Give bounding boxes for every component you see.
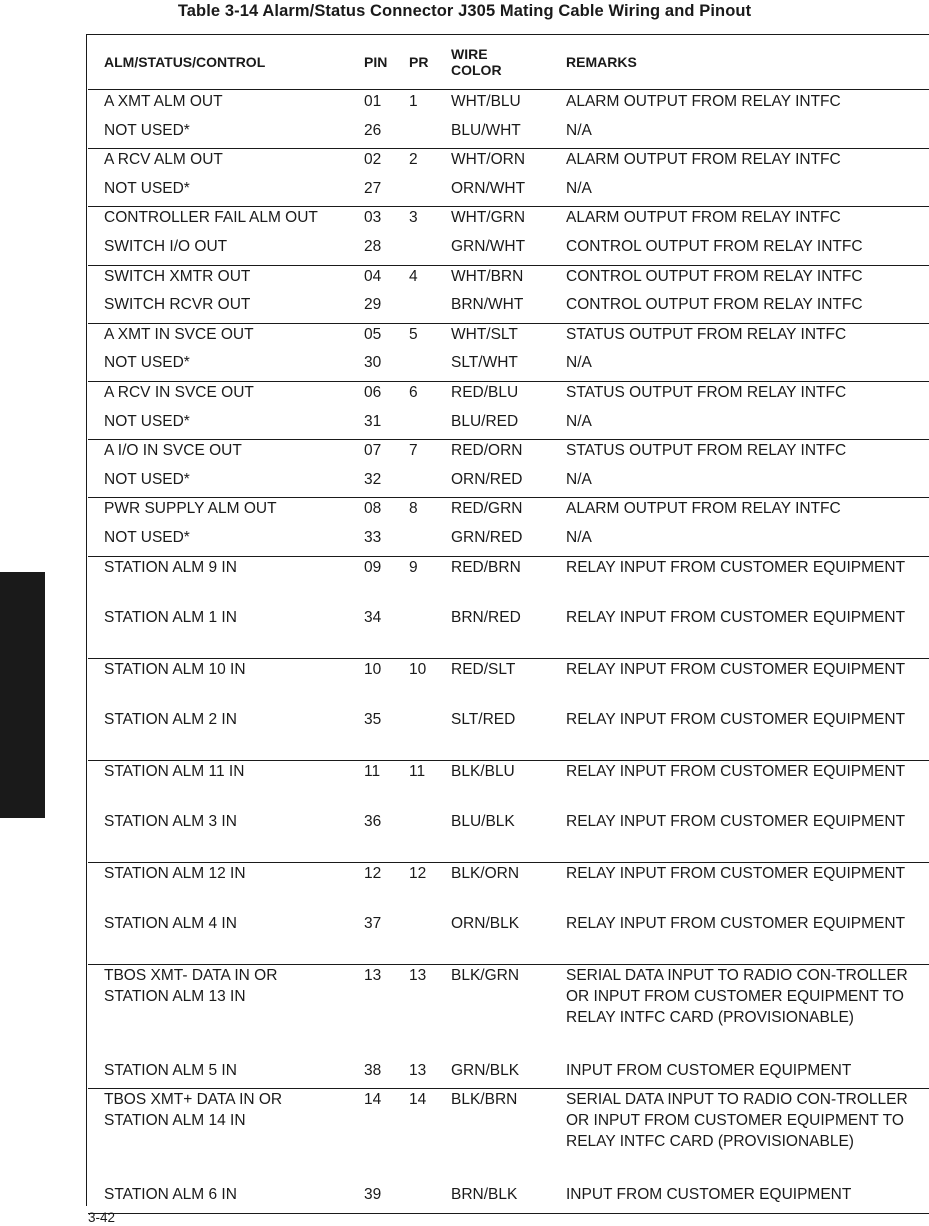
table-title: Table 3-14 Alarm/Status Connector J305 Mating Cable Wiring and Pinout (177, 2, 752, 20)
table-row (88, 469, 929, 498)
cell-remarks: RELAY INPUT FROM CUSTOMER EQUIPMENT (555, 913, 929, 964)
header-alarm: ALM/STATUS/CONTROL (88, 34, 348, 90)
cell-remarks: N/A (555, 120, 929, 149)
cell-wire-color: ORN/WHT (435, 178, 555, 207)
cell-remarks: CONTROL OUTPUT FROM RELAY INTFC (566, 267, 863, 285)
cell-wire-color: RED/BLU (451, 383, 519, 401)
cell-pin: 35 (348, 709, 393, 760)
table-row (88, 1089, 929, 1185)
table-row (88, 1060, 929, 1089)
cell-remarks: RELAY INPUT FROM CUSTOMER EQUIPMENT (566, 762, 906, 780)
cell-pr (393, 411, 435, 440)
cell-pin: 07 (364, 442, 382, 460)
cell-pr (393, 811, 435, 862)
cell-pin: 04 (364, 267, 382, 285)
cell-pr (393, 709, 435, 760)
cell-alarm: NOT USED* (88, 178, 348, 207)
section-tab-marker (0, 572, 45, 818)
cell-remarks: N/A (555, 469, 929, 498)
cell-pr (393, 120, 435, 149)
cell-alarm: CONTROLLER FAIL ALM OUT (104, 209, 318, 227)
cell-pin: 09 (364, 558, 382, 576)
cell-pin: 03 (364, 209, 382, 227)
cell-wire-color: BLU/WHT (435, 120, 555, 149)
table-row (88, 1184, 929, 1213)
cell-pr: 13 (409, 966, 427, 984)
cell-alarm: STATION ALM 3 IN (88, 811, 348, 862)
cell-pin: 29 (348, 294, 393, 323)
cell-wire-color: BLK/ORN (451, 864, 520, 882)
cell-wire-color: WHT/BRN (451, 267, 524, 285)
cell-wire-color: ORN/RED (435, 469, 555, 498)
cell-pin: 08 (364, 500, 382, 518)
cell-alarm: A XMT IN SVCE OUT (104, 325, 254, 343)
table-row (88, 440, 929, 469)
cell-wire-color: SLT/RED (435, 709, 555, 760)
cell-pin: 39 (348, 1184, 393, 1213)
table-row (88, 149, 929, 178)
table-row (88, 498, 929, 527)
cell-alarm: TBOS XMT+ DATA IN OR STATION ALM 14 IN (104, 1091, 283, 1130)
table-row (88, 658, 929, 709)
cell-remarks: RELAY INPUT FROM CUSTOMER EQUIPMENT (555, 811, 929, 862)
cell-wire-color: BRN/WHT (435, 294, 555, 323)
cell-pin: 27 (348, 178, 393, 207)
cell-pin: 11 (364, 762, 381, 780)
table-row (88, 760, 929, 811)
cell-alarm: SWITCH RCVR OUT (88, 294, 348, 323)
page-number: 3-42 (88, 1210, 116, 1225)
cell-pr: 1 (409, 93, 418, 110)
cell-wire-color: WHT/SLT (451, 325, 518, 343)
cell-pin: 10 (364, 660, 382, 678)
cell-pr (393, 178, 435, 207)
table-row (88, 411, 929, 440)
table-row (88, 236, 929, 265)
table-row (88, 556, 929, 607)
header-wire-color (435, 34, 555, 90)
table-row (88, 964, 929, 1060)
cell-pin: 37 (348, 913, 393, 964)
cell-pin: 34 (348, 607, 393, 658)
cell-pr: 5 (409, 325, 418, 343)
table-row (88, 178, 929, 207)
cell-wire-color: BRN/BLK (435, 1184, 555, 1213)
header-wire-color-label: WIRE COLOR (451, 45, 502, 78)
cell-wire-color: BLU/BLK (435, 811, 555, 862)
cell-remarks: CONTROL OUTPUT FROM RELAY INTFC (555, 236, 929, 265)
cell-pr: 4 (409, 267, 418, 285)
cell-remarks: N/A (555, 352, 929, 381)
cell-alarm: STATION ALM 11 IN (104, 762, 245, 780)
cell-remarks: ALARM OUTPUT FROM RELAY INTFC (566, 500, 841, 518)
cell-pin: 02 (364, 151, 382, 169)
cell-alarm: A RCV ALM OUT (104, 151, 223, 169)
cell-alarm: STATION ALM 10 IN (104, 660, 246, 678)
cell-remarks: RELAY INPUT FROM CUSTOMER EQUIPMENT (566, 558, 906, 576)
table-row (88, 265, 929, 294)
cell-pr: 3 (409, 209, 418, 227)
cell-remarks: RELAY INPUT FROM CUSTOMER EQUIPMENT (566, 660, 906, 678)
cell-pin: 06 (364, 383, 382, 401)
cell-alarm: NOT USED* (88, 352, 348, 381)
table-row (88, 323, 929, 352)
cell-pr: 8 (409, 500, 418, 518)
cell-alarm: STATION ALM 9 IN (104, 558, 237, 576)
cell-remarks: INPUT FROM CUSTOMER EQUIPMENT (555, 1184, 929, 1213)
cell-remarks: RELAY INPUT FROM CUSTOMER EQUIPMENT (555, 709, 929, 760)
table-row (88, 90, 929, 120)
cell-pin: 26 (348, 120, 393, 149)
cell-remarks: STATUS OUTPUT FROM RELAY INTFC (566, 383, 847, 401)
cell-wire-color: ORN/BLK (435, 913, 555, 964)
cell-pin: 14 (364, 1091, 382, 1109)
cell-alarm: SWITCH XMTR OUT (104, 267, 251, 285)
cell-pr: 6 (409, 383, 418, 401)
cell-alarm: NOT USED* (88, 469, 348, 498)
cell-remarks: INPUT FROM CUSTOMER EQUIPMENT (555, 1060, 929, 1089)
cell-wire-color: RED/GRN (451, 500, 523, 518)
cell-remarks: STATUS OUTPUT FROM RELAY INTFC (566, 325, 847, 343)
cell-wire-color: RED/ORN (451, 442, 523, 460)
table-row (88, 381, 929, 410)
cell-remarks: N/A (555, 411, 929, 440)
cell-alarm: A XMT ALM OUT (104, 93, 223, 110)
cell-wire-color: RED/SLT (451, 660, 516, 678)
cell-pr: 2 (409, 151, 418, 169)
table-row (88, 294, 929, 323)
cell-alarm: STATION ALM 5 IN (88, 1060, 348, 1089)
cell-alarm: STATION ALM 12 IN (104, 864, 246, 882)
cell-alarm: STATION ALM 2 IN (88, 709, 348, 760)
table-row (88, 811, 929, 862)
cell-remarks: CONTROL OUTPUT FROM RELAY INTFC (555, 294, 929, 323)
cell-remarks: RELAY INPUT FROM CUSTOMER EQUIPMENT (555, 607, 929, 658)
cell-remarks: STATUS OUTPUT FROM RELAY INTFC (566, 442, 847, 460)
cell-pr (393, 913, 435, 964)
cell-pr (393, 1184, 435, 1213)
header-remarks: REMARKS (555, 34, 929, 90)
cell-alarm: STATION ALM 6 IN (88, 1184, 348, 1213)
cell-alarm: STATION ALM 1 IN (88, 607, 348, 658)
cell-pr: 7 (409, 442, 418, 460)
table-row (88, 527, 929, 556)
cell-wire-color: BLK/GRN (451, 966, 520, 984)
cell-pin: 32 (348, 469, 393, 498)
header-pr: PR (393, 34, 435, 90)
cell-wire-color: SLT/WHT (435, 352, 555, 381)
cell-pin: 33 (348, 527, 393, 556)
cell-pr (393, 607, 435, 658)
table-row (88, 207, 929, 236)
cell-pr (393, 527, 435, 556)
cell-remarks: N/A (555, 178, 929, 207)
table-row (88, 913, 929, 964)
cell-wire-color: BLU/RED (435, 411, 555, 440)
cell-pin: 05 (364, 325, 382, 343)
cell-pr (393, 469, 435, 498)
header-row (88, 34, 929, 90)
cell-alarm: NOT USED* (88, 411, 348, 440)
pinout-table (88, 34, 929, 1214)
cell-pin: 38 (348, 1060, 393, 1089)
cell-pr (393, 352, 435, 381)
cell-alarm: NOT USED* (88, 527, 348, 556)
cell-wire-color: WHT/ORN (451, 151, 526, 169)
cell-remarks: ALARM OUTPUT FROM RELAY INTFC (566, 93, 841, 110)
cell-wire-color: BLK/BRN (451, 1091, 518, 1109)
table-row (88, 352, 929, 381)
cell-remarks: ALARM OUTPUT FROM RELAY INTFC (566, 151, 841, 169)
header-pin: PIN (348, 34, 393, 90)
cell-pin: 30 (348, 352, 393, 381)
cell-wire-color: GRN/RED (435, 527, 555, 556)
cell-pr: 11 (409, 762, 426, 780)
cell-alarm: NOT USED* (88, 120, 348, 149)
cell-alarm: A I/O IN SVCE OUT (104, 442, 242, 460)
table-row (88, 709, 929, 760)
cell-wire-color: GRN/BLK (435, 1060, 555, 1089)
cell-pin: 01 (364, 93, 382, 110)
cell-wire-color: WHT/GRN (451, 209, 526, 227)
cell-pr: 12 (409, 864, 427, 882)
cell-remarks: SERIAL DATA INPUT TO RADIO CON-TROLLER OR INPUT FROM CUSTOMER EQUIPMENT TO RELAY INTFC CARD (PROVISIONABLE) (566, 966, 908, 1026)
cell-alarm: PWR SUPPLY ALM OUT (104, 500, 277, 518)
table-row (88, 120, 929, 149)
cell-remarks: ALARM OUTPUT FROM RELAY INTFC (566, 209, 841, 227)
cell-alarm: STATION ALM 4 IN (88, 913, 348, 964)
table-row (88, 607, 929, 658)
cell-pin: 28 (348, 236, 393, 265)
cell-pin: 13 (364, 966, 382, 984)
table-body (88, 90, 929, 1214)
cell-pr: 10 (409, 660, 427, 678)
cell-remarks: N/A (555, 527, 929, 556)
cell-wire-color: BRN/RED (435, 607, 555, 658)
cell-pr: 9 (409, 558, 418, 576)
cell-wire-color: WHT/BLU (451, 93, 521, 110)
cell-pr (393, 236, 435, 265)
cell-wire-color: GRN/WHT (435, 236, 555, 265)
cell-remarks: RELAY INPUT FROM CUSTOMER EQUIPMENT (566, 864, 906, 882)
cell-alarm: SWITCH I/O OUT (88, 236, 348, 265)
cell-wire-color: BLK/BLU (451, 762, 515, 780)
cell-remarks: SERIAL DATA INPUT TO RADIO CON-TROLLER OR INPUT FROM CUSTOMER EQUIPMENT TO RELAY INTFC CARD (PROVISIONABLE) (566, 1091, 908, 1151)
cell-alarm: A RCV IN SVCE OUT (104, 383, 254, 401)
cell-alarm: TBOS XMT- DATA IN OR STATION ALM 13 IN (104, 966, 278, 1005)
cell-pin: 36 (348, 811, 393, 862)
table-row (88, 862, 929, 913)
cell-pr: 14 (409, 1091, 427, 1109)
cell-pr: 13 (393, 1060, 435, 1089)
cell-wire-color: RED/BRN (451, 558, 521, 576)
cell-pr (393, 294, 435, 323)
cell-pin: 12 (364, 864, 382, 882)
cell-pin: 31 (348, 411, 393, 440)
